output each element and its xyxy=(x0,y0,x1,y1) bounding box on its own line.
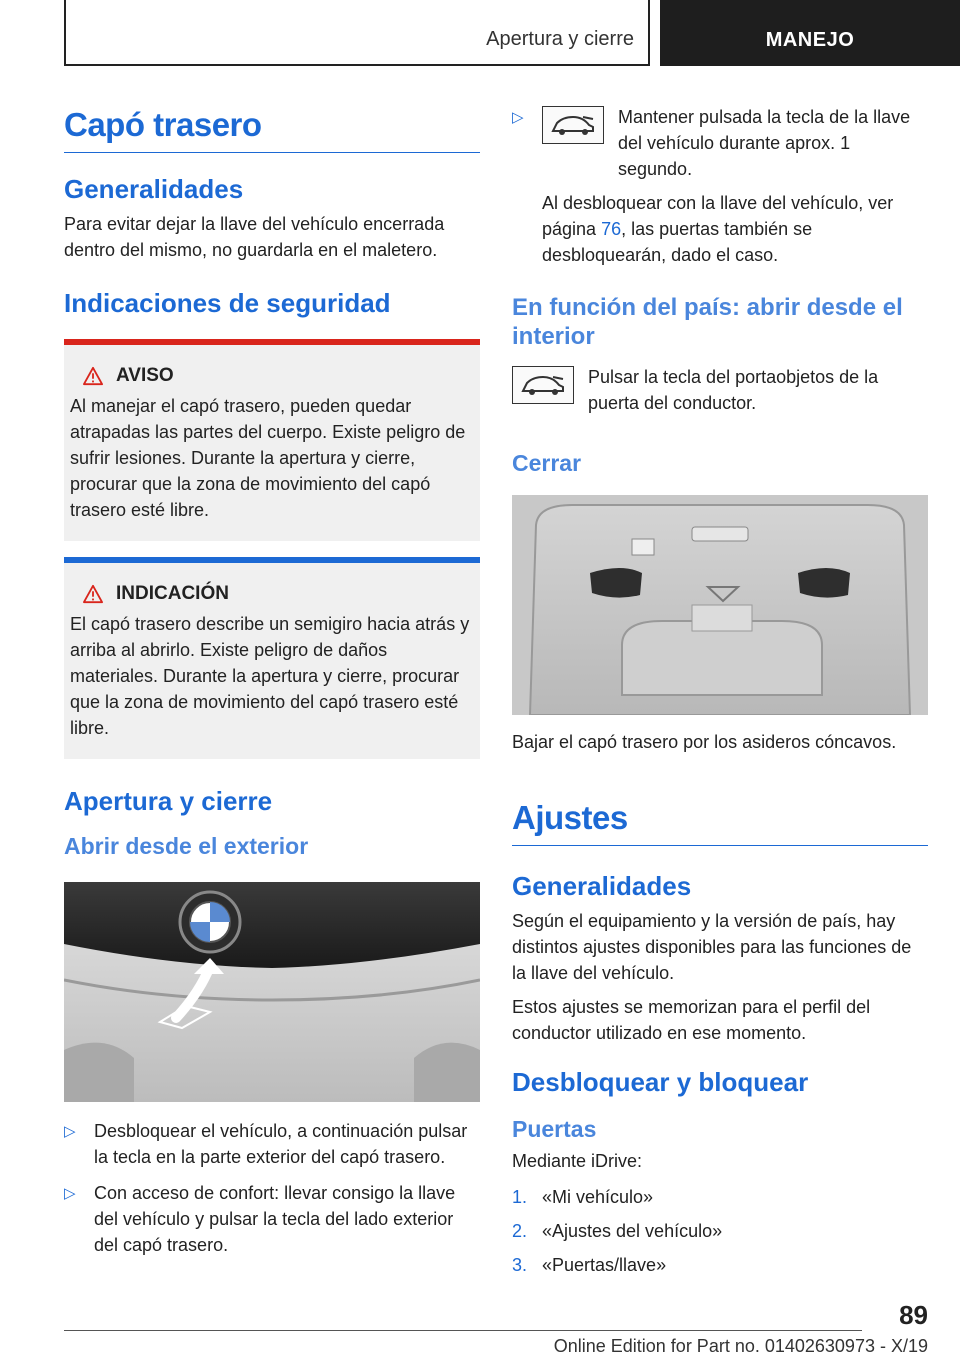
general-text: Para evitar dejar la llave del vehículo encerrada dentro del mismo, no guardarla en el maletero. xyxy=(64,213,445,260)
settings-general-text-1: Según el equipamiento y la versión de país, hay distintos ajustes disponibles para las funciones de la llave del vehículo. xyxy=(512,911,912,984)
warning-box xyxy=(64,339,480,541)
steps-list xyxy=(512,1184,928,1278)
open-close-heading: Apertura y cierre xyxy=(64,785,273,816)
trunk-exterior-image xyxy=(64,882,480,1102)
doors-intro: Mediante iDrive: xyxy=(512,1150,643,1171)
note-text: El capó trasero describe un semigiro hacia atrás y arriba al abrirlo. Existe peligro de daños materiales. Durante la apertura y cierre, procurar que la zona de movimiento del capó trasero esté libre. xyxy=(70,613,470,738)
note-box xyxy=(64,557,480,759)
close-caption: Bajar el capó trasero por los asideros cóncavos. xyxy=(512,732,897,753)
warning-triangle-icon xyxy=(82,366,104,386)
exterior-bullets xyxy=(64,1118,480,1258)
safety-heading: Indicaciones de seguridad xyxy=(64,287,391,318)
country-heading: En función del país: abrir desde el interior xyxy=(512,294,903,350)
note-label: INDICACIÓN xyxy=(116,582,229,604)
trunk-interior-image xyxy=(512,495,928,715)
warning-label: AVISO xyxy=(116,364,174,386)
page-title: Capó trasero xyxy=(64,96,480,153)
bullet-triangle-icon: ▷ xyxy=(64,1185,76,1203)
settings-general-text-2: Estos ajustes se memorizan para el perfil del conductor utilizado en ese momento. xyxy=(512,997,871,1044)
country-text: Pulsar la tecla del portaobjetos de la puerta del conductor. xyxy=(588,366,879,413)
doors-heading: Puertas xyxy=(512,1115,597,1142)
unlock-text: Al desbloquear con la llave del vehículo, ver página 76, las puertas también se desbloquearán, dado el caso. xyxy=(542,193,894,265)
list-item: ▷ Mantener pulsada la tecla de la llave del vehículo durante aprox. 1 segundo. xyxy=(512,104,928,182)
bullet-triangle-icon: ▷ xyxy=(64,1123,76,1141)
trunk-key-icon xyxy=(542,106,604,144)
settings-general-heading: Generalidades xyxy=(512,871,692,902)
bullet-triangle-icon: ▷ xyxy=(512,109,524,126)
lock-heading: Desbloquear y bloquear xyxy=(512,1067,809,1098)
trunk-key-icon xyxy=(512,366,574,404)
list-item: ▷ Desbloquear el vehículo, a continuación pulsar la tecla en la parte exterior del capó trasero. xyxy=(64,1118,480,1170)
footer-divider xyxy=(64,1330,862,1331)
header-section-box xyxy=(64,0,650,66)
header-section-title: Apertura y cierre xyxy=(486,28,634,50)
list-item: 3. «Puertas/llave» xyxy=(512,1254,667,1275)
warning-text: Al manejar el capó trasero, pueden quedar atrapadas las partes del cuerpo. Existe peligro de sufrir lesiones. Durante la apertura y cierre, procurar que la zona de movimiento del capó trasero esté libre. xyxy=(70,395,466,520)
general-heading: Generalidades xyxy=(64,173,244,204)
open-exterior-heading: Abrir desde el exterior xyxy=(64,832,309,859)
warning-triangle-icon xyxy=(82,584,104,604)
left-column xyxy=(64,96,480,1258)
settings-title: Ajustes xyxy=(512,799,928,846)
page-number: 89 xyxy=(899,1300,928,1330)
page-link-76[interactable]: 76 xyxy=(601,219,622,239)
list-item: 2. «Ajustes del vehículo» xyxy=(512,1220,723,1241)
close-heading: Cerrar xyxy=(512,449,582,476)
list-item: 1. «Mi vehículo» xyxy=(512,1186,654,1207)
header-chapter-tab: MANEJO xyxy=(660,0,960,66)
right-column xyxy=(512,104,928,1286)
footer-edition: Online Edition for Part no. 01402630973 - X/19 xyxy=(553,1336,928,1356)
list-item: ▷ Con acceso de confort: llevar consigo la llave del vehículo y pulsar la tecla del lado exterior del capó trasero. xyxy=(64,1180,480,1258)
